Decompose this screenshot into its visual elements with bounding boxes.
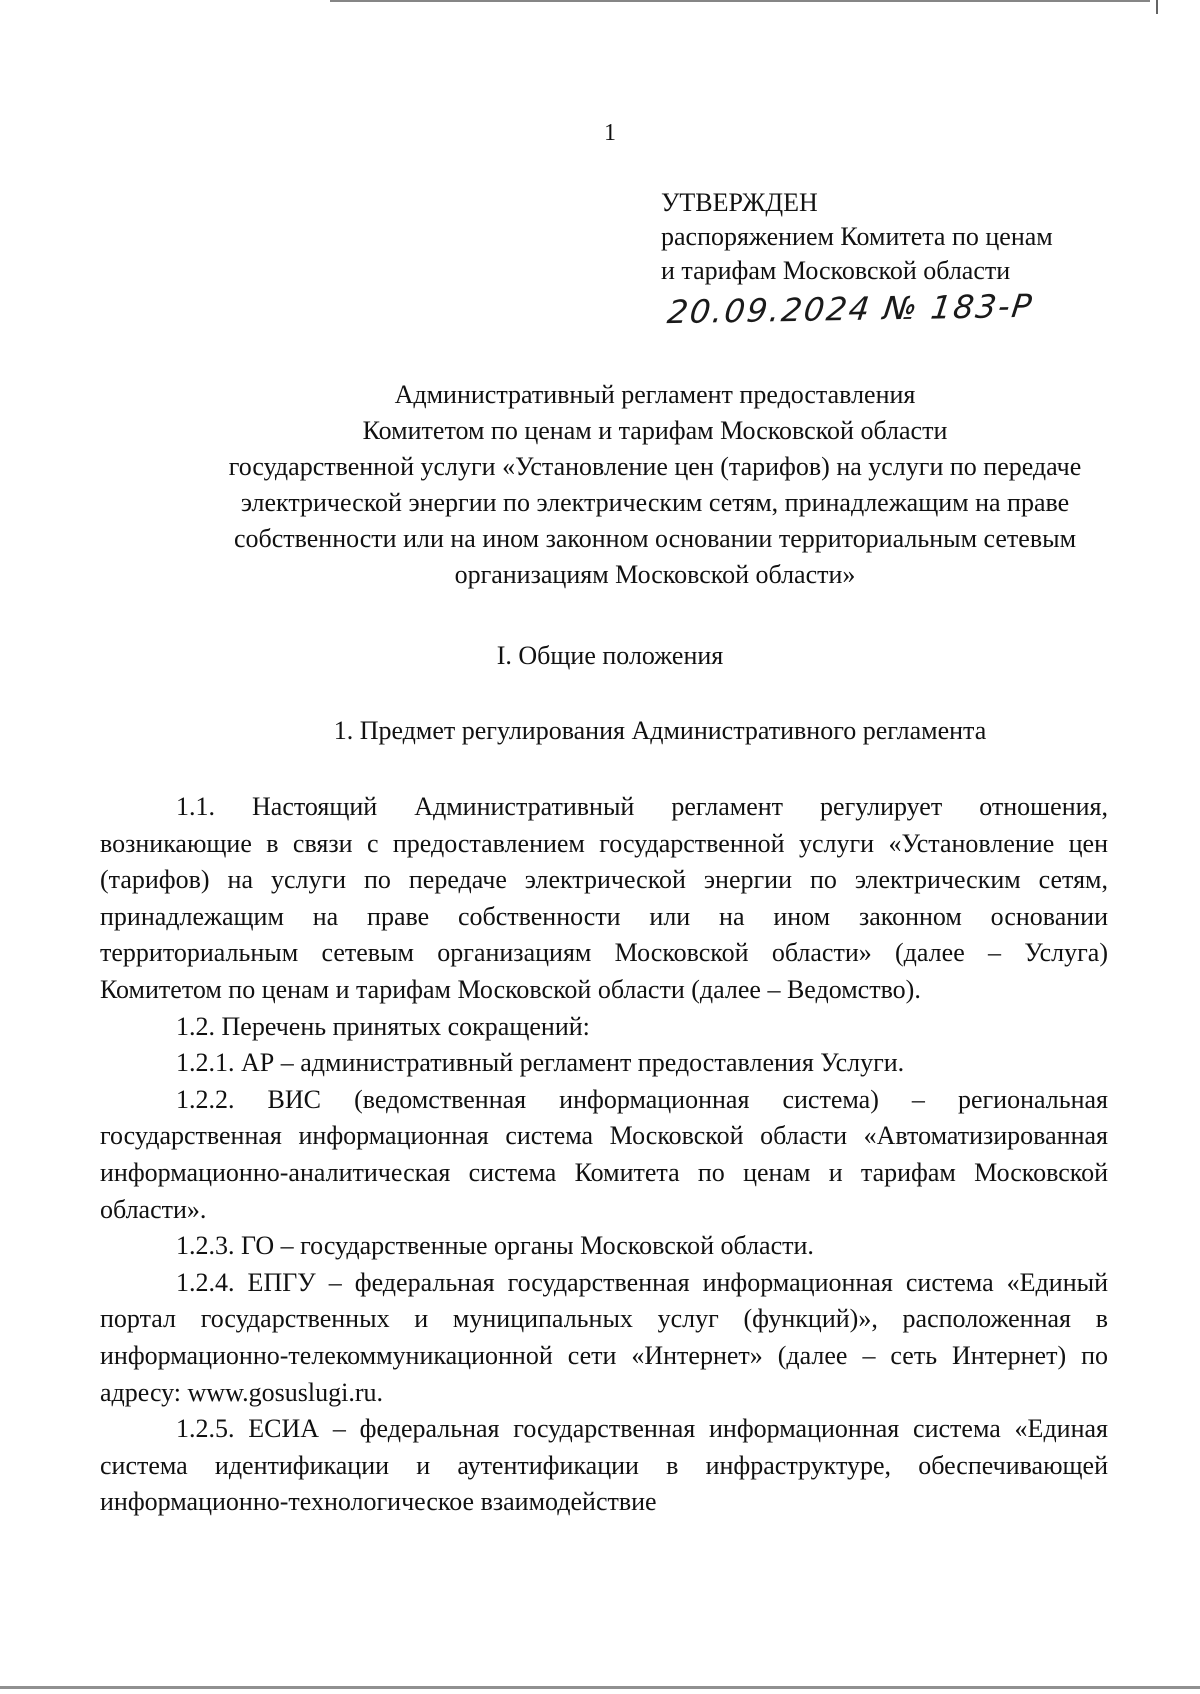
- paragraph-1-2-3: 1.2.3. ГО – государственные органы Московской области.: [176, 1231, 814, 1261]
- paragraph-1-2-1: 1.2.1. АР – административный регламент предоставления Услуги.: [176, 1048, 905, 1078]
- body-text: [100, 789, 1108, 1521]
- paragraph-1-2-4: 1.2.4. ЕПГУ – федеральная государственная информационная система «Единый портал государственных и муниципальных услуг (функций)», расположенная в информационно-телекоммуникационной сети «Интернет» (далее – сеть Интернет) по адресу: www.gosuslugi.ru.: [100, 1267, 1108, 1407]
- approval-line-2: и тарифам Московской области: [661, 256, 1011, 285]
- scan-edge-right: [1156, 0, 1158, 14]
- paragraph-1-2-2: 1.2.2. ВИС (ведомственная информационная система) – региональная государственная информационная система Московской области «Автоматизированная информационно-аналитическая система Комитета по ценам и тарифам Московской области».: [100, 1084, 1108, 1224]
- approval-line-1: распоряжением Комитета по ценам: [661, 222, 1053, 251]
- page-number: 1: [604, 120, 616, 146]
- title-line-3: государственной услуги «Установление цен (тарифов) на услуги по передаче: [228, 452, 1082, 481]
- document-title: [100, 377, 1200, 593]
- title-line-4: электрической энергии по электрическим сетям, принадлежащим на праве: [240, 488, 1070, 517]
- title-line-2: Комитетом по ценам и тарифам Московской области: [362, 416, 948, 445]
- paragraph-1-2-5: 1.2.5. ЕСИА – федеральная государственная информационная система «Единая система идентификации и аутентификации в инфраструктуре, обеспечивающей информационно-технологическое взаимодействие: [100, 1414, 1108, 1517]
- section-title: I. Общие положения: [496, 641, 724, 670]
- approval-block: [661, 186, 1053, 288]
- scan-edge-top: [330, 0, 1150, 2]
- title-line-1: Административный регламент предоставления: [394, 380, 916, 409]
- approval-heading: УТВЕРЖДЕН: [661, 188, 818, 217]
- title-line-5: собственности или на ином законном основании территориальным сетевым: [233, 524, 1077, 553]
- paragraph-1-2: 1.2. Перечень принятых сокращений:: [176, 1011, 590, 1041]
- subsection-title: 1. Предмет регулирования Административного регламента: [333, 716, 987, 745]
- paragraph-1-1: 1.1. Настоящий Административный регламент регулирует отношения, возникающие в связи с предоставлением государственной услуги «Установление цен (тарифов) на услуги по передаче электрической энергии по электрическим сетям, принадлежащим на праве собственности или на ином законном основании территориальным сетевым организациям Московской области» (далее – Услуга) Комитетом по ценам и тарифам Московской области (далее – Ведомство).: [100, 792, 1108, 1004]
- scan-edge-bottom: [0, 1686, 1200, 1689]
- handwritten-date-number: 20.09.2024 № 183-Р: [665, 286, 1036, 332]
- title-line-6: организациям Московской области»: [454, 560, 856, 589]
